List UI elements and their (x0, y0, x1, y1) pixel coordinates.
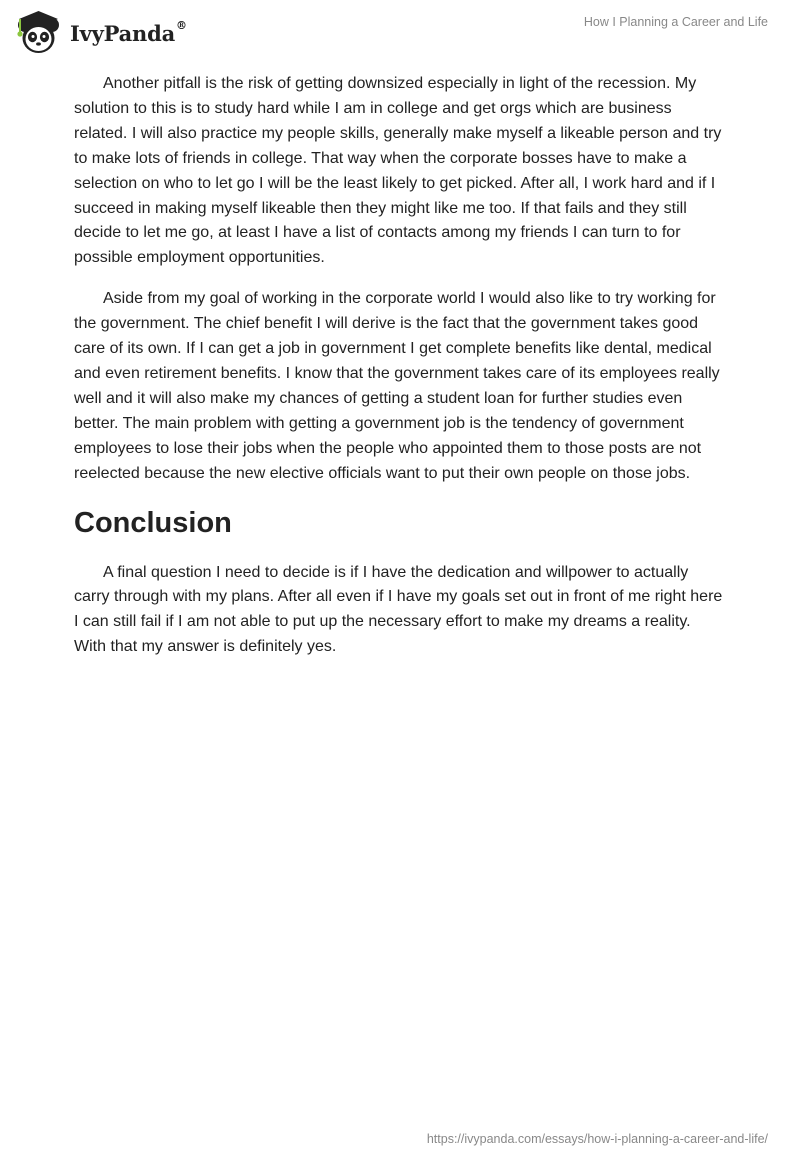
panda-mascot-icon (14, 8, 64, 56)
body-paragraph: Another pitfall is the risk of getting downsized especially in light of the recession. My solution to this is to study hard while I am in college and get orgs which are business related. I will also practice my people skills, generally make myself a likeable person and try to make lots of friends in college. That way when the corporate bosses have to make a selection on who to let go I will be the least likely to get picked. After all, I work hard and if I succeed in making myself likeable then they might like me too. If that fails and they still decide to let me go, at least I have a list of contacts among my friends I can turn to for possible employment opportunities. (74, 75, 722, 267)
page-header (0, 0, 800, 66)
running-title: How I Planning a Career and Life (583, 15, 768, 29)
brand-name: IvyPanda® (70, 18, 187, 46)
registered-mark: ® (176, 18, 187, 32)
essay-content (74, 72, 726, 676)
conclusion-paragraph: A final question I need to decide is if I have the dedication and willpower to actually carry through with my plans. After all even if I have my goals set out in front of me right here I can still fail if I am not able to put up the necessary effort to make my dreams a reality. With that my answer is definitely yes. (74, 563, 723, 656)
source-url[interactable]: https://ivypanda.com/essays/how-i-planning-a-career-and-life/ (426, 1132, 768, 1146)
brand-logo[interactable] (14, 8, 187, 56)
conclusion-heading: Conclusion (74, 506, 232, 539)
body-paragraph: Aside from my goal of working in the corporate world I would also like to try working for the government. The chief benefit I will derive is the fact that the government takes good care of its own. If I can get a job in government I get complete benefits like dental, medical and even retirement benefits. I know that the government takes care of its employees really well and it will also make my chances of getting a student loan for further studies even better. The main problem with getting a government job is the tendency of government employees to lose their jobs when the people who appointed them to those posts are not reelected because the new elective officials want to put their own people on those jobs. (74, 290, 720, 482)
